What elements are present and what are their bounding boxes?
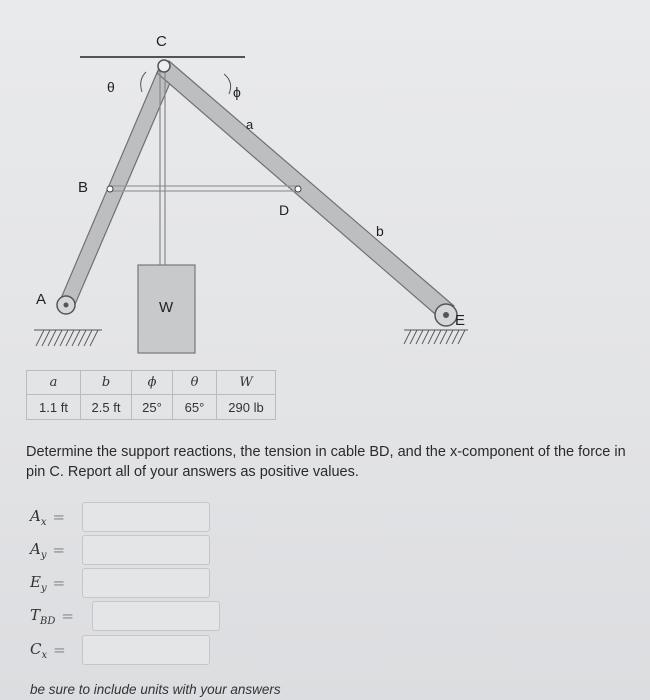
pin-C	[158, 60, 170, 72]
param-value: 2.5 ft	[81, 395, 132, 420]
units-note: be sure to include units with your answers	[30, 682, 281, 697]
param-header: b	[81, 371, 132, 395]
param-header: a	[27, 371, 81, 395]
answer-input-TBD[interactable]	[92, 601, 220, 631]
answer-row-Cx: $C_x$ =	[30, 639, 66, 661]
label-W: W	[159, 299, 174, 316]
answer-row-Ax: $A_x$ =	[30, 506, 66, 528]
param-value: 25°	[132, 395, 173, 420]
ground-A	[34, 330, 102, 346]
answer-label: $T_{BD}$	[30, 605, 56, 627]
parameter-value-row	[27, 395, 276, 420]
label-theta: θ	[107, 79, 115, 95]
label-C: C	[156, 33, 167, 50]
answer-input-Ay[interactable]	[82, 535, 210, 565]
question-text: Determine the support reactions, the tension in cable BD, and the x-component of the force in pin C. Report all of your answers as positive values.	[26, 444, 626, 480]
theta-arc	[141, 72, 146, 92]
pin-B	[107, 186, 113, 192]
label-a: a	[246, 117, 254, 132]
label-B: B	[78, 179, 89, 196]
answer-label: $A_y$	[30, 539, 47, 561]
label-A: A	[36, 291, 47, 308]
answer-input-Cx[interactable]	[82, 635, 210, 665]
param-header: ϕ	[132, 371, 173, 395]
parameter-header-row	[27, 371, 276, 395]
param-value: 65°	[173, 395, 217, 420]
label-b: b	[376, 223, 384, 239]
answer-input-Ax[interactable]	[82, 502, 210, 532]
answer-label: $E_y$	[30, 572, 47, 594]
pin-D	[295, 186, 301, 192]
label-phi: ϕ	[233, 84, 241, 100]
param-header: θ	[173, 371, 217, 395]
label-E: E	[455, 312, 466, 329]
answer-row-TBD: $T_{BD}$ =	[30, 605, 74, 627]
phi-arc	[224, 74, 231, 94]
param-value: 1.1 ft	[27, 395, 81, 420]
param-value: 290 lb	[217, 395, 276, 420]
parameter-table	[26, 370, 276, 420]
param-header: W	[217, 371, 276, 395]
answer-input-Ey[interactable]	[82, 568, 210, 598]
answer-label: $A_x$	[30, 506, 47, 528]
label-D: D	[279, 202, 290, 218]
answer-label: $C_x$	[30, 639, 48, 661]
answer-row-Ay: $A_y$ =	[30, 539, 66, 561]
answer-row-Ey: $E_y$ =	[30, 572, 66, 594]
ground-E	[404, 330, 468, 344]
